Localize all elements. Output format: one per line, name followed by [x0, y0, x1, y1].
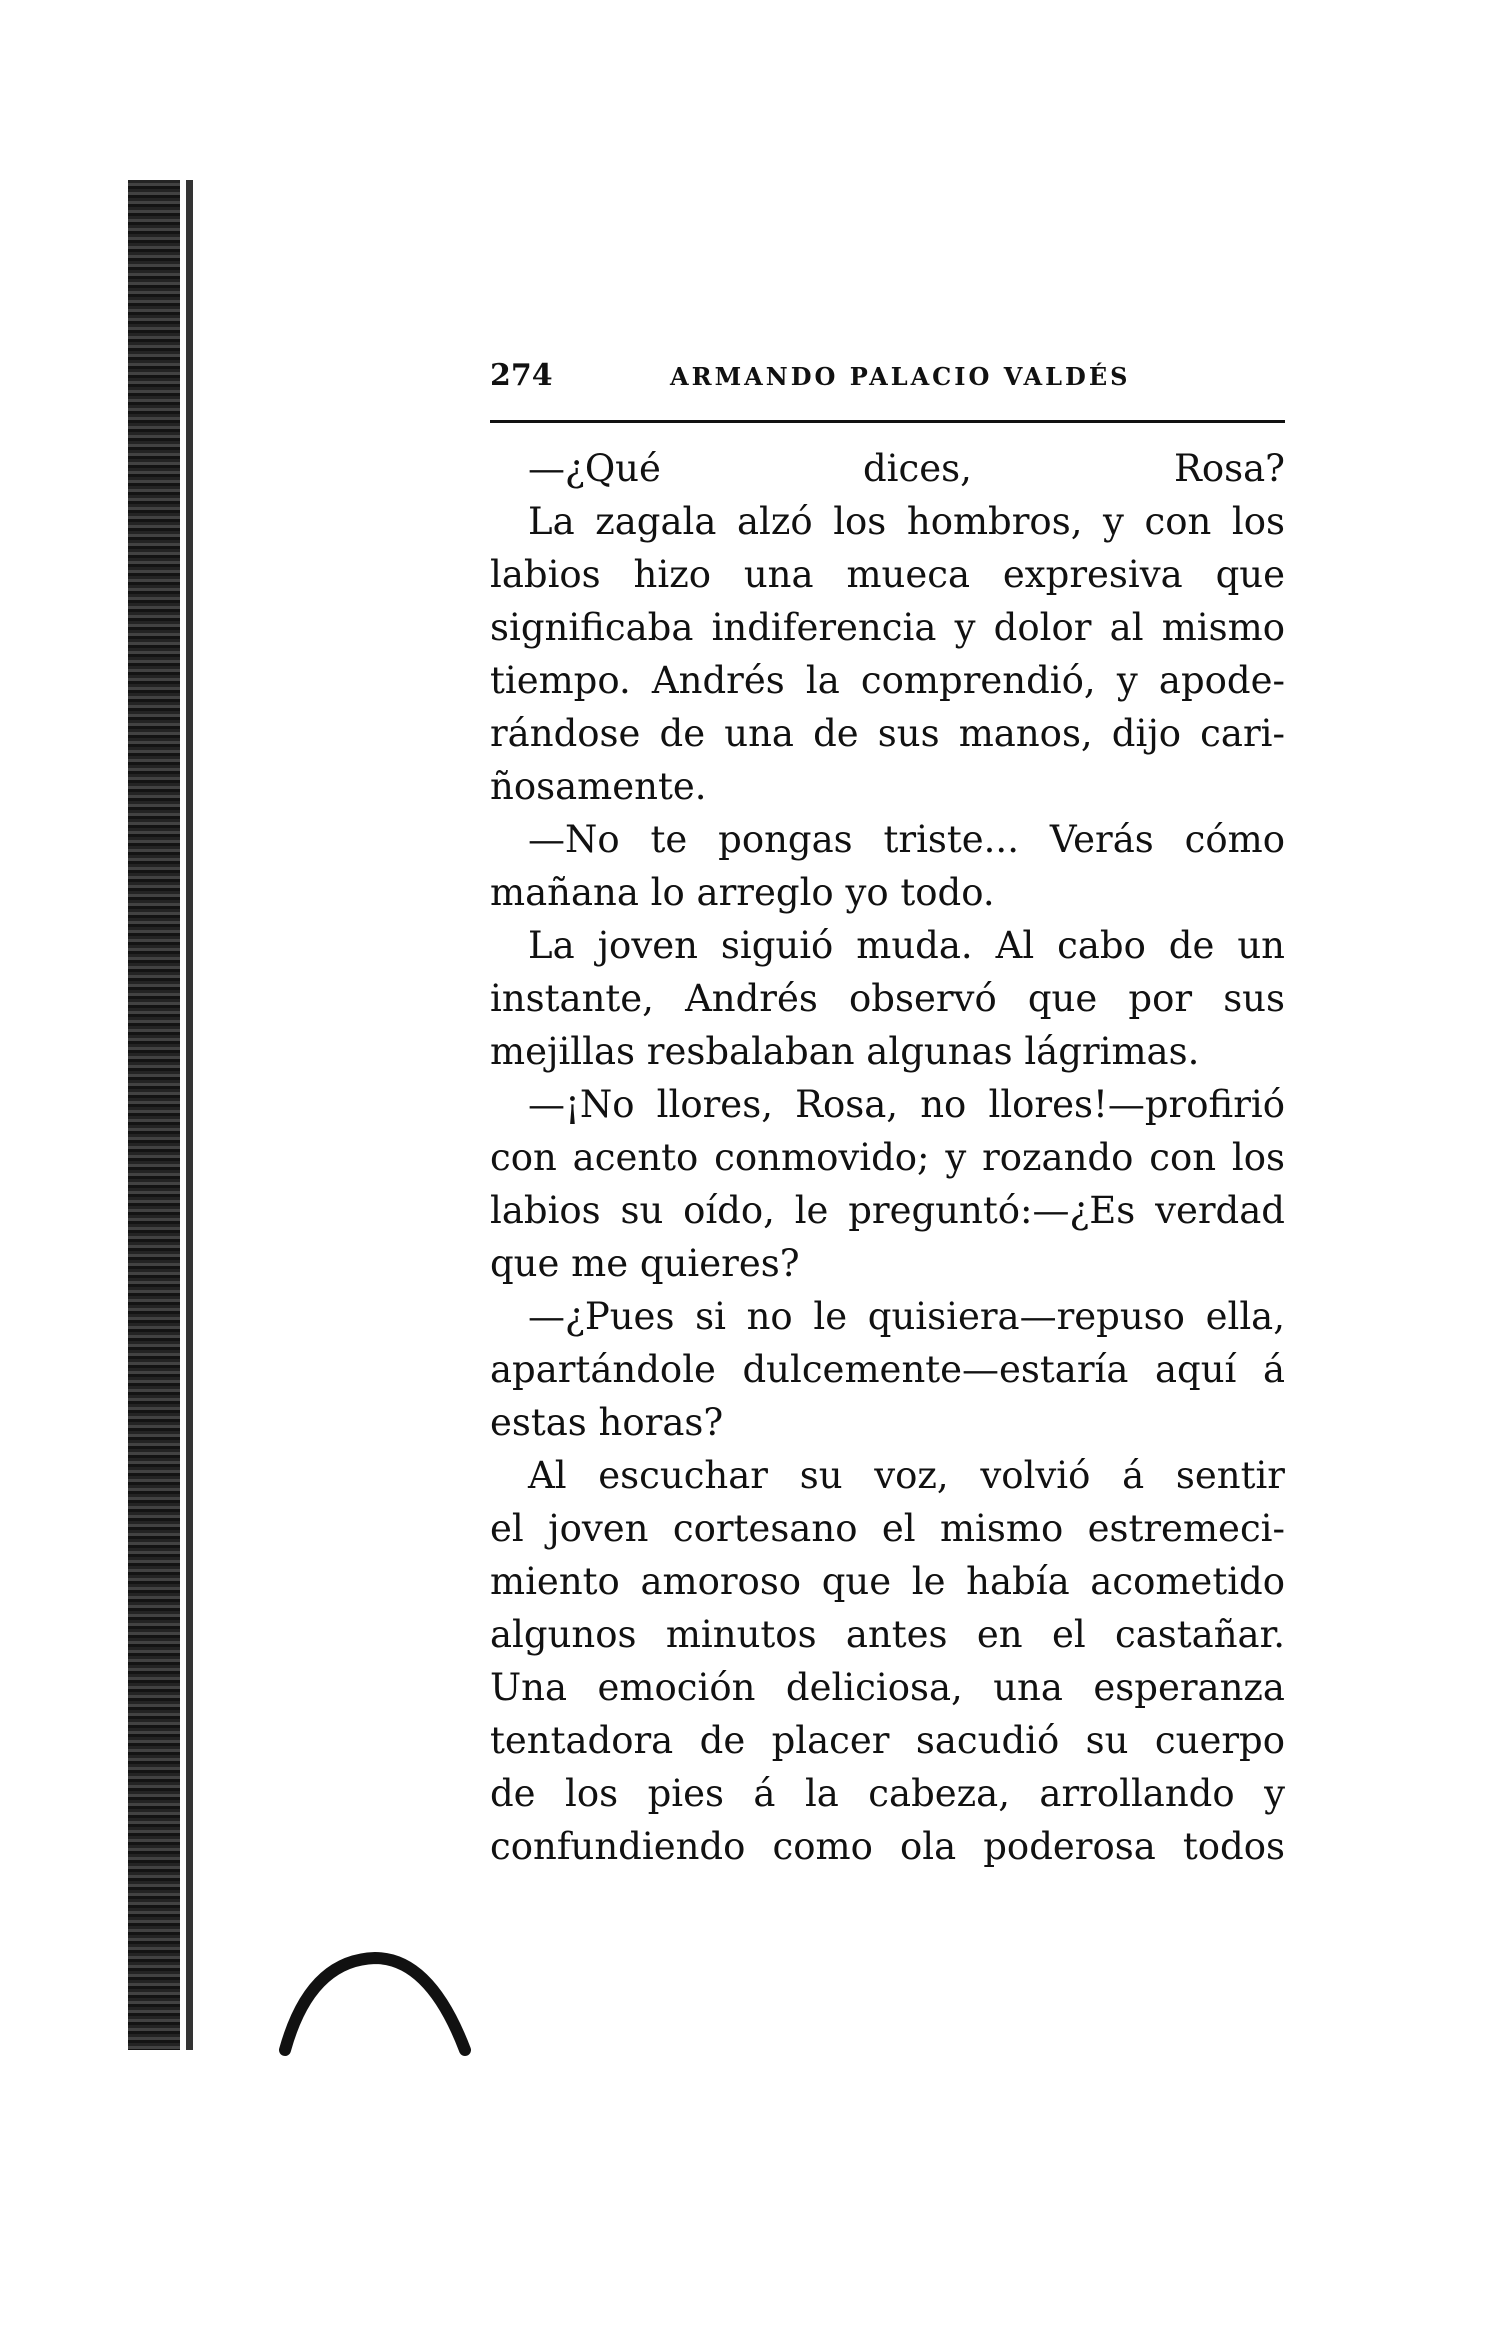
text-line: —¿Pues si no le quisiera—repuso ella,: [528, 1295, 1285, 1338]
page-header: [490, 358, 1285, 408]
text-line: ñosamente.: [490, 765, 707, 808]
text-line: con acento conmovido; y rozando con los: [490, 1136, 1285, 1179]
text-line: mañana lo arreglo yo todo.: [490, 871, 995, 914]
text-line: de los pies á la cabeza, arrollando y: [490, 1772, 1285, 1815]
text-line: estas horas?: [490, 1401, 724, 1444]
body-text: [490, 442, 1285, 1873]
text-line: el joven cortesano el mismo estremeci-: [490, 1507, 1285, 1550]
header-rule: [490, 420, 1285, 423]
text-line: labios su oído, le preguntó:—¿Es verdad: [490, 1189, 1285, 1232]
text-line: tentadora de placer sacudió su cuerpo: [490, 1719, 1285, 1762]
text-line: mejillas resbalaban algunas lágrimas.: [490, 1030, 1200, 1073]
text-line: Una emoción deliciosa, una esperanza: [490, 1666, 1285, 1709]
text-line: significaba indiferencia y dolor al mismo: [490, 606, 1285, 649]
text-line: La zagala alzó los hombros, y con los: [528, 500, 1285, 543]
text-line: algunos minutos antes en el castañar.: [490, 1613, 1285, 1656]
binding-edge: [128, 180, 180, 2050]
arc-ornament: [270, 1940, 480, 2060]
text-line: rándose de una de sus manos, dijo cari-: [490, 712, 1285, 755]
text-line: La joven siguió muda. Al cabo de un: [528, 924, 1285, 967]
running-head: ARMANDO PALACIO VALDÉS: [670, 362, 1131, 391]
page-number: 274: [490, 358, 553, 393]
text-line: tiempo. Andrés la comprendió, y apode-: [490, 659, 1285, 702]
text-line: que me quieres?: [490, 1242, 800, 1285]
text-line: confundiendo como ola poderosa todos: [490, 1825, 1285, 1868]
text-line: instante, Andrés observó que por sus: [490, 977, 1285, 1020]
text-line: labios hizo una mueca expresiva que: [490, 553, 1285, 596]
text-line: —¡No llores, Rosa, no llores!—profirió: [528, 1083, 1285, 1126]
text-line: —No te pongas triste... Verás cómo: [528, 818, 1285, 861]
text-line: —¿Qué dices, Rosa?: [528, 447, 1285, 490]
binding-line: [190, 180, 193, 2050]
text-line: Al escuchar su voz, volvió á sentir: [528, 1454, 1285, 1497]
text-line: miento amoroso que le había acometido: [490, 1560, 1285, 1603]
text-line: apartándole dulcemente—estaría aquí á: [490, 1348, 1285, 1391]
